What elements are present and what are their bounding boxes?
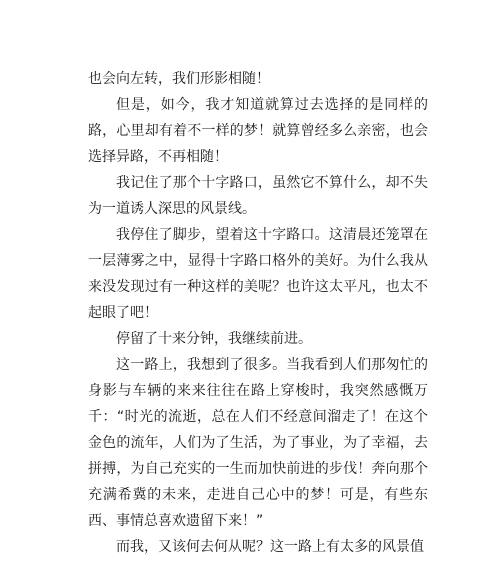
paragraph-5: 停留了十来分钟，我继续前进。 xyxy=(116,331,312,347)
paragraph-7: 而我，又该何去何从呢？这一路上有太多的风景值 xyxy=(116,539,424,555)
document-body xyxy=(88,66,428,560)
paragraph-3: 我记住了那个十字路口，虽然它不算什么，却不失为一道诱人深思的风景线。 xyxy=(88,175,428,217)
paragraph-4: 我停住了脚步，望着这十字路口。这清晨还笼罩在一层薄雾之中，显得十字路口格外的美好。为什么我从来没发现过有一种这样的美呢？也许这太平凡，也太不起眼了吧！ xyxy=(88,227,428,321)
paragraph-6: 这一路上，我想到了很多。当我看到人们那匆忙的身影与车辆的来来往往在路上穿梭时，我突然感慨万千：“时光的流逝，总在人们不经意间溜走了！在这个金色的流年，人们为了生活，为了事业，为了幸福，去拼搏，为自己充实的一生而加快前进的步伐！奔向那个充满希冀的未来，走进自己心中的梦！可是，有些东西、事情总喜欢遗留下来！” xyxy=(88,357,428,529)
paragraph-2: 但是，如今，我才知道就算过去选择的是同样的路，心里却有着不一样的梦！就算曾经多么亲密，也会选择异路，不再相随！ xyxy=(88,97,428,165)
paragraph-1: 也会向左转，我们形影相随！ xyxy=(88,71,270,87)
